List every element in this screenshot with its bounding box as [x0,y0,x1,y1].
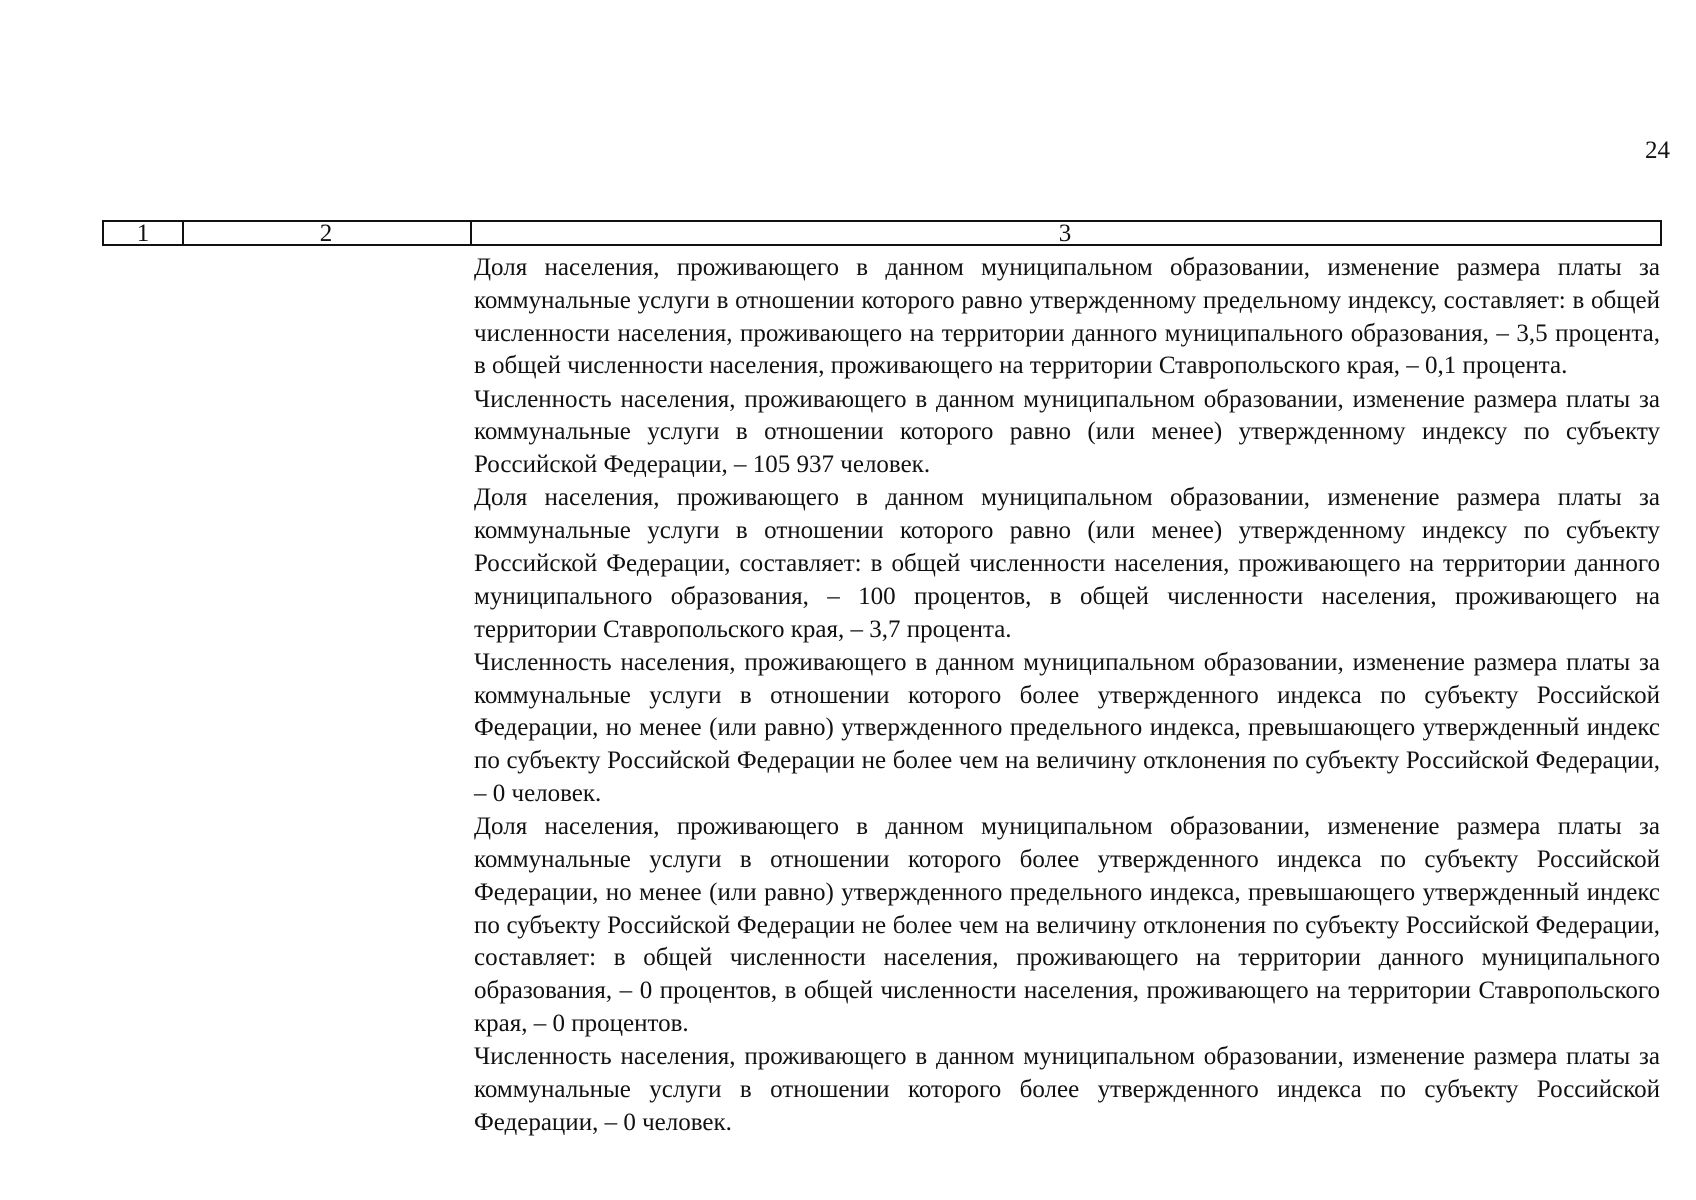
paragraph-share-within-index: Доля населения, проживающего в данном муниципальном образовании, изменение размера платы за коммунальные услуги в отношении которого равно (или менее) утвержденному индексу по субъекту Российской Федерации, составляет: в общей численности населения, проживающего на территории данного муниципального образования, – 100 процентов, в общей численности населения, проживающего на территории Ставропольского края, – 3,7 процента. [474,484,1660,643]
table-header-row [102,220,1662,246]
column-header-2: 2 [182,222,472,244]
paragraph-count-more-than-index: Численность населения, проживающего в данном муниципальном образовании, изменение размера платы за коммунальные услуги в отношении которого более утвержденного индекса по субъекту Российской Федерации, – 0 человек. [474,1043,1660,1136]
column-header-1: 1 [104,222,184,244]
page-number: 24 [1645,137,1670,164]
paragraph-share-above-index: Доля населения, проживающего в данном муниципальном образовании, изменение размера платы за коммунальные услуги в отношении которого более утвержденного индекса по субъекту Российской Федерации, но менее (или равно) утвержденного предельного индекса, превышающего утвержденный индекс по субъекту Российской Федерации не более чем на величину отклонения по субъекту Российской Федерации, составляет: в общей численности населения, проживающего на территории данного муниципального образования, – 0 процентов, в общей численности населения, проживающего на территории Ставропольского края, – 0 процентов. [474,813,1660,1037]
paragraph-count-within-index: Численность населения, проживающего в данном муниципальном образовании, изменение размера платы за коммунальные услуги в отношении которого равно (или менее) утвержденному индексу по субъекту Российской Федерации, – 105 937 человек. [474,385,1660,479]
column-header-3: 3 [1058,220,1072,247]
paragraph-count-above-index: Численность населения, проживающего в данном муниципальном образовании, изменение размера платы за коммунальные услуги в отношении которого более утвержденного индекса по субъекту Российской Федерации, но менее (или равно) утвержденного предельного индекса, превышающего утвержденный индекс по субъекту Российской Федерации не более чем на величину отклонения по субъекту Российской Федерации, – 0 человек. [474,648,1660,807]
document-body [474,252,1660,1139]
paragraph-share-limit-index: Доля населения, проживающего в данном муниципальном образовании, изменение размера платы за коммунальные услуги в отношении которого равно утвержденному предельному индексу, составляет: в общей численности населения, проживающего на территории данного муниципального образования, – 3,5 процента, в общей численности населения, проживающего на территории Ставропольского края, – 0,1 процента. [474,254,1660,380]
